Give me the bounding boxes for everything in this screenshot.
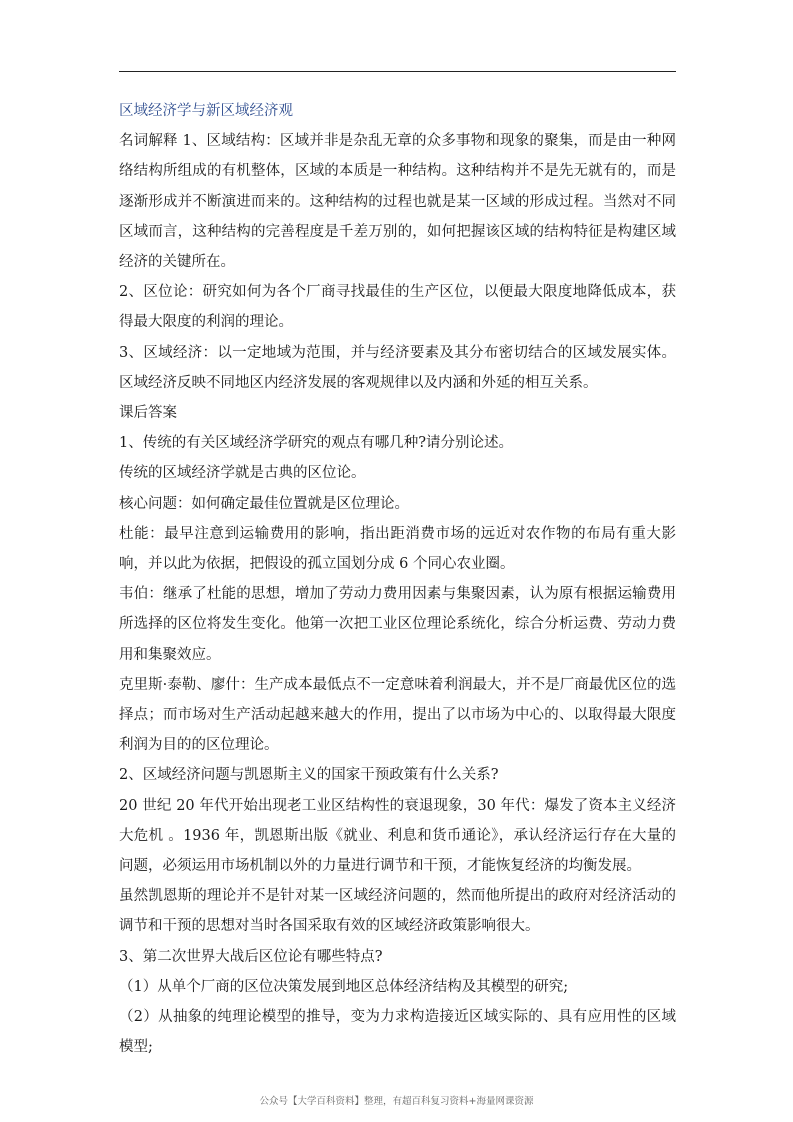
header-rule bbox=[119, 71, 676, 72]
paragraph: 传统的区域经济学就是古典的区位论。 bbox=[119, 465, 366, 482]
paragraph: 核心问题：如何确定最佳位置就是区位理论。 bbox=[119, 495, 409, 512]
document-body bbox=[119, 96, 676, 1063]
question-3: 3、第二次世界大战后区位论有哪些特点? bbox=[119, 948, 383, 965]
paragraph-term-location-theory: 2、区位论：研究如何为各个厂商寻找最佳的生产区位，以便最大限度地降低成本，获得最大限度的利润的理论。 bbox=[119, 284, 676, 331]
paragraph-term-regional-economy: 3、区域经济：以一定地域为范围，并与经济要素及其分布密切结合的区域发展实体。区域经济反映不同地区内经济发展的客观规律以及内涵和外延的相互关系。 bbox=[119, 344, 676, 391]
paragraph-keynes-influence: 虽然凯恩斯的理论并不是针对某一区域经济问题的，然而他所提出的政府对经济活动的调节和干预的思想对当时各国采取有效的区域经济政策影响很大。 bbox=[119, 888, 676, 935]
paragraph-christaller-losch: 克里斯·泰勒、廖什：生产成本最低点不一定意味着利润最大，并不是厂商最优区位的选择点；而市场对生产活动起越来越大的作用，提出了以市场为中心的、以取得最大限度利润为目的的区位理论。 bbox=[119, 676, 676, 754]
section-heading-answers: 课后答案 bbox=[119, 405, 177, 422]
question-2: 2、区域经济问题与凯恩斯主义的国家干预政策有什么关系? bbox=[119, 767, 499, 784]
page-footer: 公众号【大学百科资料】整理，有超百科复习资料+海量网课资源 bbox=[259, 1096, 534, 1107]
list-item: （2）从抽象的纯理论模型的推导，变为力求构造接近区域实际的、具有应用性的区域模型; bbox=[119, 1009, 676, 1056]
paragraph-weber: 韦伯：继承了杜能的思想，增加了劳动力费用因素与集聚因素，认为原有根据运输费用所选择的区位将发生变化。他第一次把工业区位理论系统化，综合分析运费、劳动力费用和集聚效应。 bbox=[119, 586, 676, 663]
paragraph-thunen: 杜能：最早注意到运输费用的影响，指出距消费市场的远近对农作物的布局有重大影响，并以此为依据，把假设的孤立国划分成 6 个同心农业圈。 bbox=[119, 525, 676, 573]
paragraph-term-regional-structure: 名词解释 1、区域结构：区域并非是杂乱无章的众多事物和现象的聚集，而是由一种网络结构所组成的有机整体，区域的本质是一种结构。这种结构并不是先无就有的，而是逐渐形成并不断演进而来的。这种结构的过程也就是某一区域的形成过程。当然对不同区域而言，这种结构的完善程度是千差万别的，如何把握该区域的结构特征是构建区域经济的关键所在。 bbox=[119, 133, 676, 271]
document-title: 区域经济学与新区域经济观 bbox=[119, 103, 293, 119]
paragraph-keynes-history: 20 世纪 20 年代开始出现老工业区结构性的衰退现象，30 年代：爆发了资本主义经济大危机 。1936 年，凯恩斯出版《就业、利息和货币通论》，承认经济运行存在大量的问题，必须运用市场机制以外的力量进行调节和干预，才能恢复经济的均衡发展。 bbox=[119, 797, 676, 875]
list-item: （1）从单个厂商的区位决策发展到地区总体经济结构及其模型的研究; bbox=[119, 978, 569, 995]
question-1: 1、传统的有关区域经济学研究的观点有哪几种?请分别论述。 bbox=[119, 435, 513, 452]
